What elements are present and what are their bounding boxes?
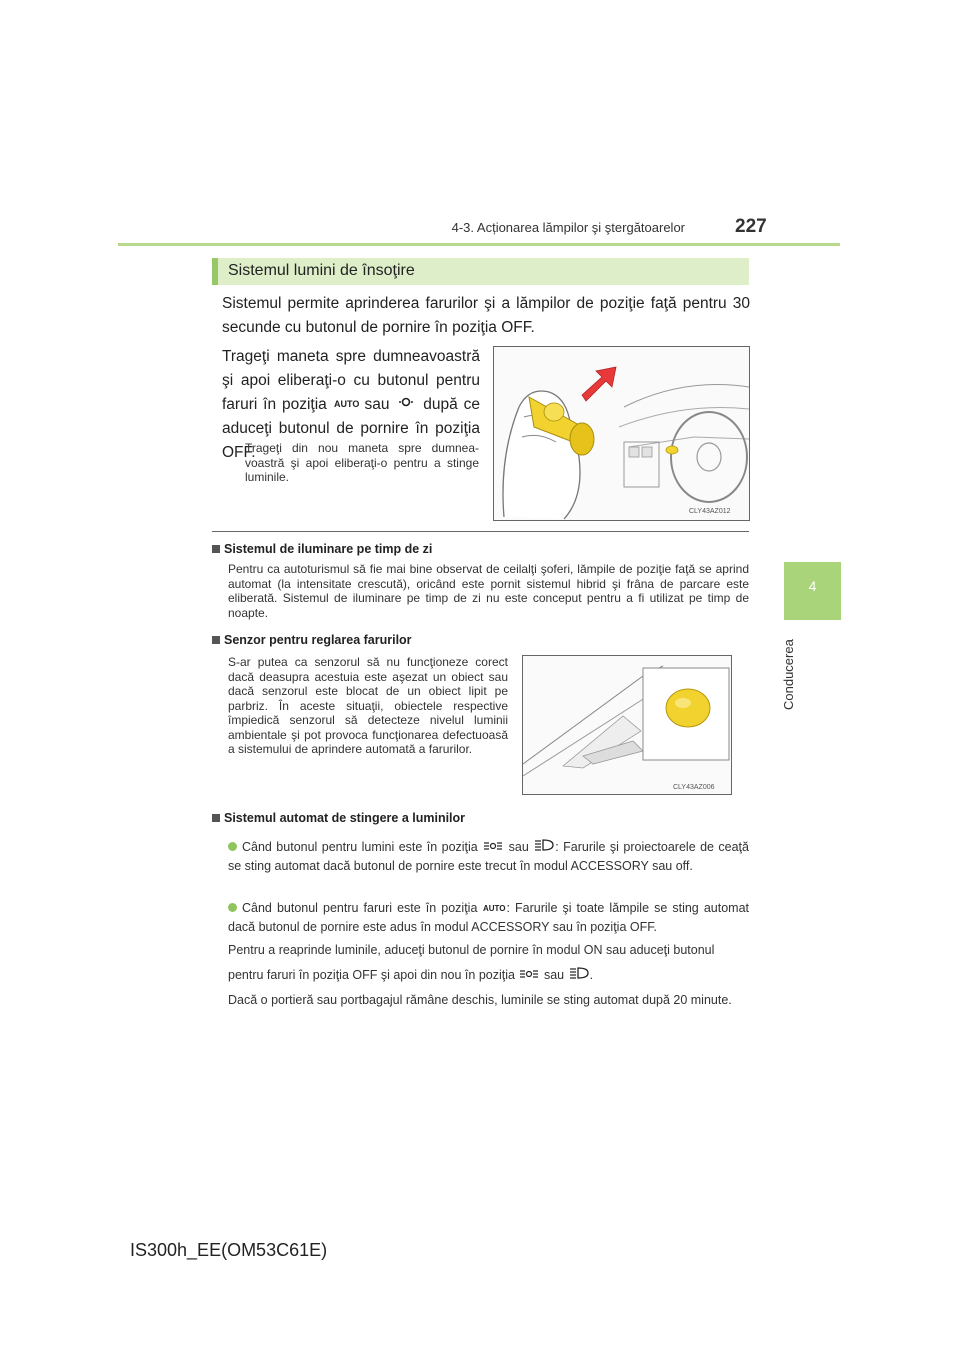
- reapr-line-1: Pentru a reaprinde luminile, aduceţi butonul de pornire în modul ON sau aduceţi butonul: [228, 943, 715, 957]
- bullet1-sau: sau: [508, 840, 529, 854]
- stalk-illustration-drawing: [494, 347, 749, 520]
- sensor-text: S-ar putea ca senzorul să nu funcţioneze corect dacă deasupra acestuia este aşezat un obiect sau dacă senzorul este blocat de un obiect lipit pe parbriz. În aceste situaţii, obiectele respective împiedică senzorul să detecteze nivelul luminii ambientale şi pot provoca funcţionarea defectuoasă a sistemului de aprindere automată a farurilor.: [228, 655, 508, 756]
- section-intro: Sistemul permite aprinderea farurilor şi a lămpilor de poziţie faţă pentru 30 secunde cu butonul de pornire în poziţia OFF.: [222, 295, 750, 336]
- auto-icon: [333, 393, 359, 417]
- sensor-illustration: [522, 655, 732, 795]
- chapter-number: 4: [808, 578, 817, 594]
- position-lamp-icon: [395, 393, 417, 417]
- svg-text:AUTO: AUTO: [483, 903, 507, 913]
- step-text-part1: Trageţi maneta spre dumneavoastră şi apoi eliberaţi-o cu butonul pentru faruri în poziţia: [222, 348, 480, 414]
- bullet-dot-icon: [228, 842, 237, 851]
- section-heading: [212, 258, 749, 285]
- bullet1-text-b: : Farurile şi proiectoarele de ceaţă se sting automat dacă butonul de pornire este trecut în modul ACCESSORY sau off.: [228, 840, 749, 874]
- drl-heading-text: Sistemul de iluminare pe timp de zi: [224, 542, 433, 556]
- sensor-heading: [212, 633, 412, 647]
- bullet-dot-icon: [228, 903, 237, 912]
- reapr-line2-text: pentru faruri în poziţia OFF şi apoi din nou în poziţia: [228, 968, 515, 982]
- step-text-sau: sau: [364, 396, 390, 414]
- svg-text:AUTO: AUTO: [333, 399, 359, 409]
- drl-heading: [212, 542, 432, 556]
- model-code: IS300h_EE(OM53C61E): [130, 1240, 328, 1260]
- auto-off-bullet-1: [228, 838, 749, 875]
- headlight-icon: [568, 966, 590, 985]
- header-rule: [118, 243, 840, 246]
- headlight-low-icon: [482, 839, 504, 857]
- section-heading-text: Sistemul lumini de însoţire: [228, 262, 415, 279]
- section-divider: [212, 531, 749, 532]
- drl-text: Pentru ca autoturismul să fie mai bine observat de ceilalţi şoferi, lămpile de poziţie faţă se aprind automat (la intensitate crescută), oricând este pornit sistemul hibrid şi frâna de parcare este eliberată. Sistemul de iluminare pe timp de zi nu este conceput pentru a fi utilizat pe timp de noapte.: [228, 562, 749, 620]
- bullet2-text-a: Când butonul pentru faruri este în poziţia: [242, 901, 478, 915]
- bullet1-text-a: Când butonul pentru lumini este în poziţia: [242, 840, 478, 854]
- auto-icon: [482, 900, 506, 918]
- chapter-label-text: Conducerea: [781, 639, 796, 710]
- bullet2-text-b: : Farurile şi toate lămpile se sting automat dacă butonul de pornire este adus în modul ACCESSORY sau în poziţia OFF.: [228, 901, 749, 934]
- reapr-sau: sau: [543, 968, 565, 982]
- chapter-label: [775, 630, 805, 710]
- headlight-low-icon: [518, 967, 540, 985]
- reapr-line-2: [228, 966, 749, 985]
- auto-off-heading-text: Sistemul automat de stingere a luminilor: [224, 811, 466, 825]
- auto-off-bullet-2: [228, 899, 749, 936]
- square-bullet-icon: [212, 636, 220, 644]
- page-number: 227: [735, 216, 767, 237]
- sensor-image-caption: CLY43AZ006: [673, 784, 715, 791]
- auto-off-heading: [212, 811, 465, 825]
- sensor-illustration-drawing: [523, 656, 731, 794]
- reapr-end: .: [589, 968, 594, 982]
- headlight-icon: [533, 838, 555, 857]
- headlight-stalk-illustration: [493, 346, 750, 521]
- step-text-part2: după ce aduceţi butonul de pornire în poziţia OFF.: [222, 396, 480, 462]
- header-section-title: 4-3. Acționarea lămpilor şi ştergătoarelor: [451, 220, 685, 235]
- stalk-image-caption: CLY43AZ012: [689, 508, 731, 515]
- door-open-note: Dacă o portieră sau portbagajul rămâne deschis, luminile se sting automat după 20 minute.: [228, 993, 732, 1007]
- square-bullet-icon: [212, 814, 220, 822]
- step-note: Trageţi din nou maneta spre dumnea-voastră şi apoi eliberaţi-o pentru a stinge luminile.: [245, 441, 479, 484]
- square-bullet-icon: [212, 545, 220, 553]
- sensor-heading-text: Senzor pentru reglarea farurilor: [224, 633, 412, 647]
